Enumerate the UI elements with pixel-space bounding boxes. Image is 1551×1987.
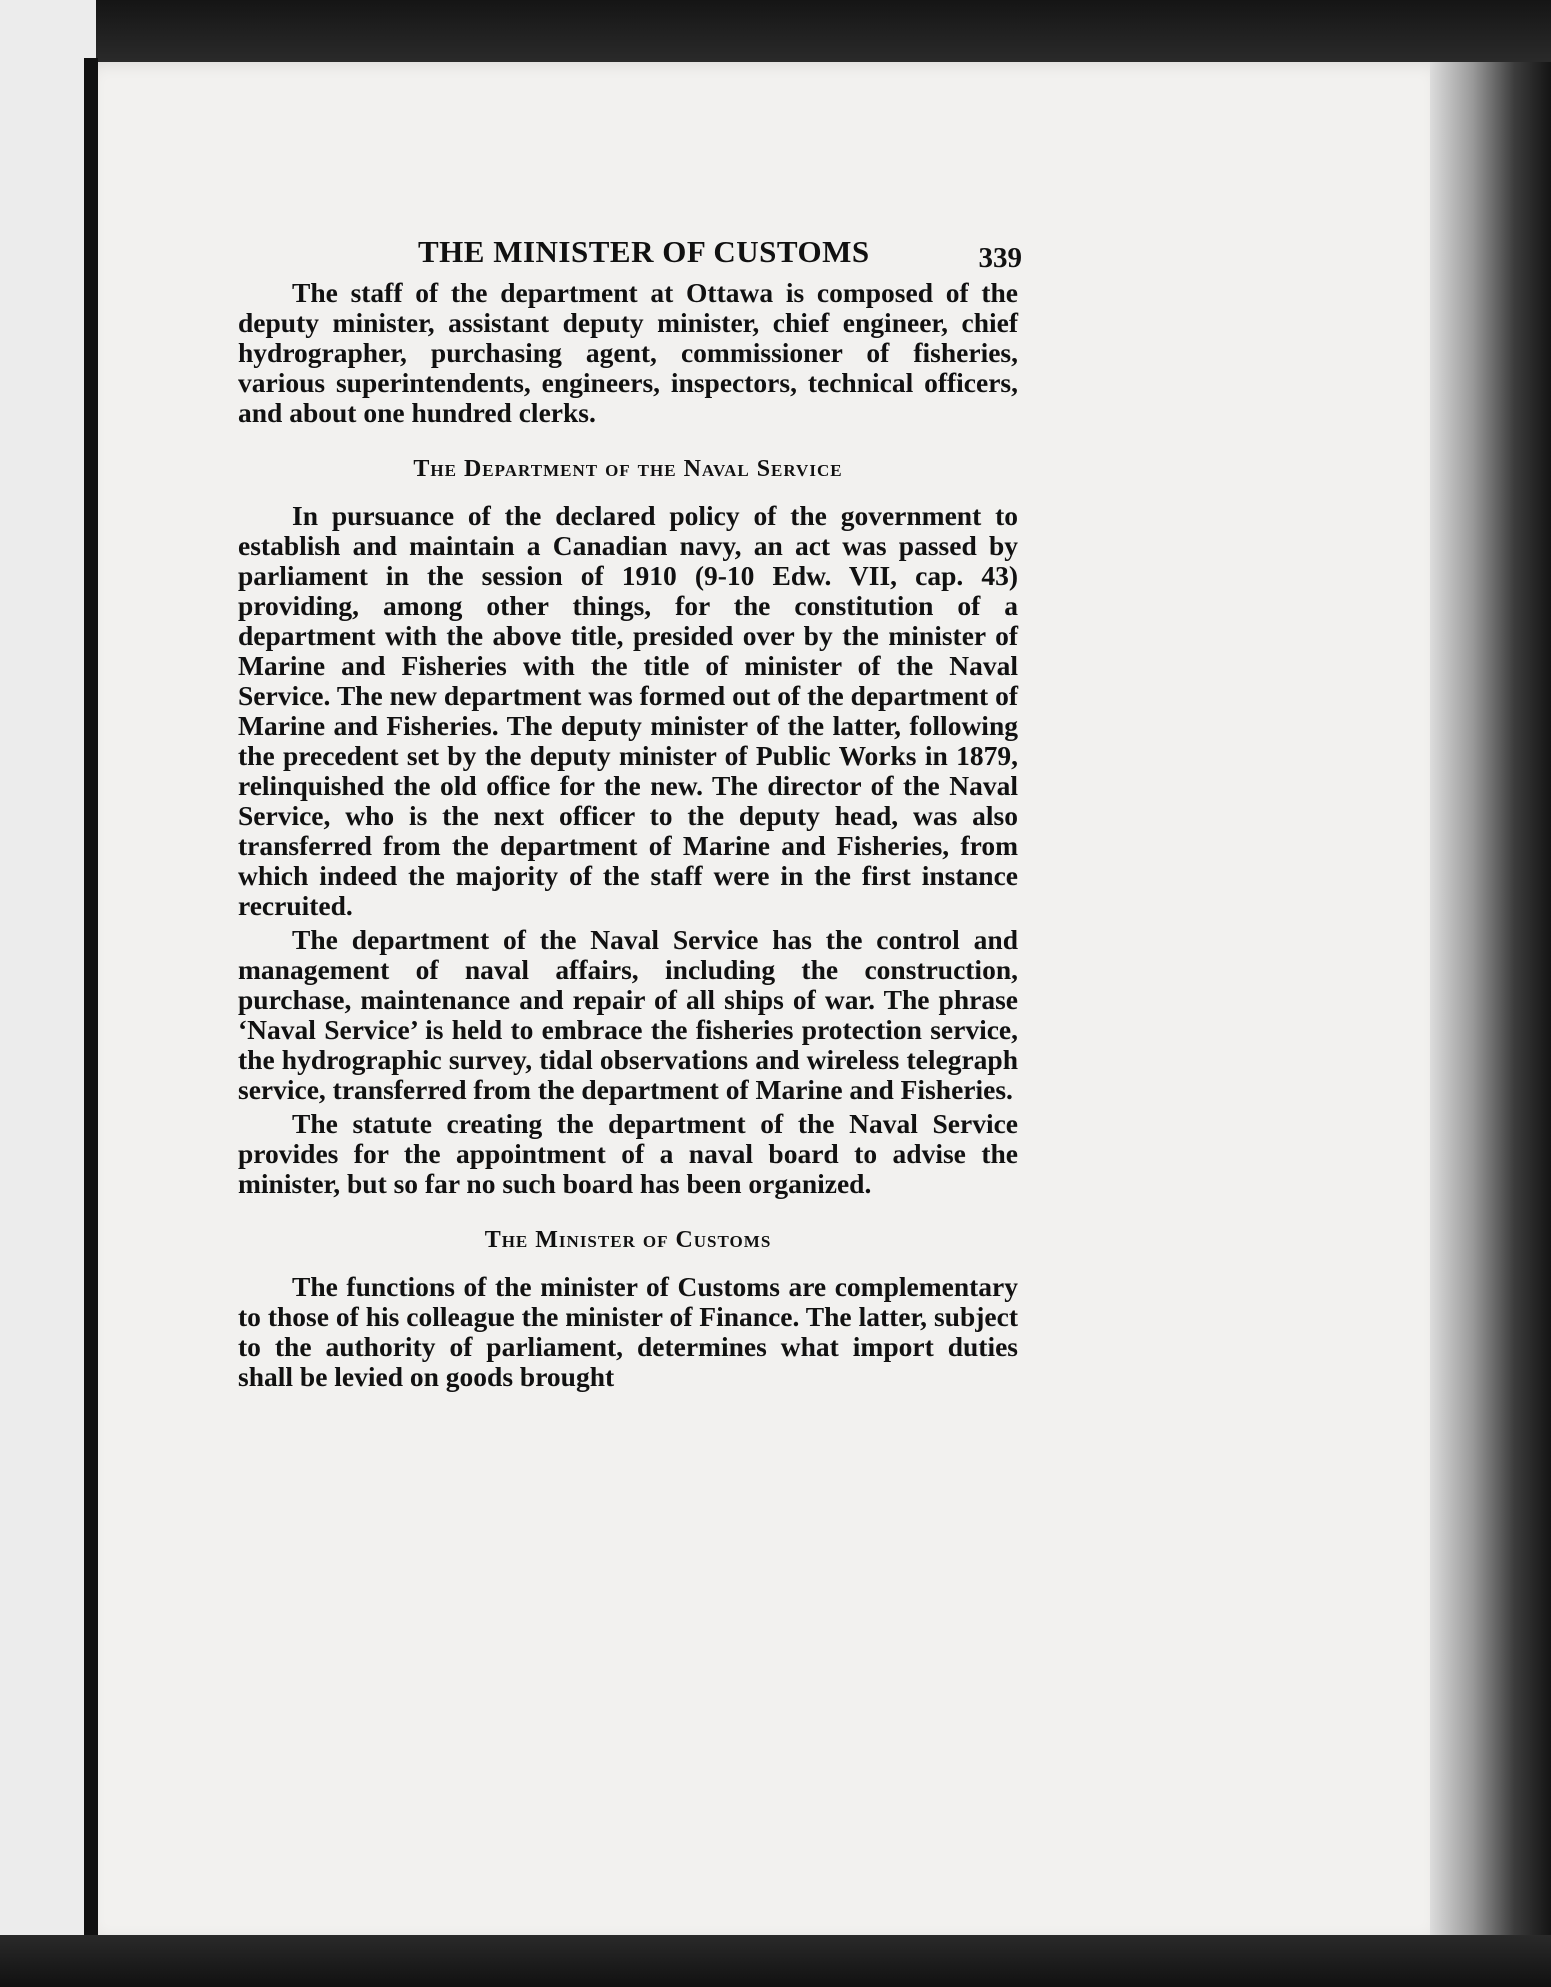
paragraph-naval-board: The statute creating the department of the Naval Service provides for the appointment of a naval board to advise the minister, but so far no such board has been organized.: [238, 1108, 1018, 1199]
section-heading-naval-service: The Department of the Naval Service: [413, 456, 843, 482]
scanner-frame-top: [0, 0, 1551, 62]
section-heading-minister-of-customs: The Minister of Customs: [484, 1227, 772, 1253]
scanner-frame-bottom: [0, 1935, 1551, 1987]
paragraph-naval-act: In pursuance of the declared policy of the government to establish and maintain a Canadian navy, an act was passed by parliament in the session of 1910 (9-10 Edw. VII, cap. 43) providing, among other things, for the constitution of a department with the above title, presided over by the minister of Marine and Fisheries with the title of minister of the Naval Service. The new department was formed out of the department of Marine and Fisheries. The deputy minister of the latter, following the precedent set by the deputy minister of Public Works in 1879, relinquished the old office for the new. The director of the Naval Service, who is the next officer to the deputy head, was also transferred from the department of Marine and Fisheries, from which indeed the majority of the staff were in the first instance recruited.: [238, 500, 1018, 921]
paragraph-naval-control: The department of the Naval Service has the control and management of naval affairs, including the construction, purchase, maintenance and repair of all ships of war. The phrase ‘Naval Service’ is held to embrace the fisheries protection service, the hydrographic survey, tidal observations and wireless telegraph service, transferred from the department of Marine and Fisheries.: [238, 924, 1018, 1105]
running-head-title: THE MINISTER OF CUSTOMS: [418, 234, 870, 269]
paragraph-staff: The staff of the department at Ottawa is composed of the deputy minister, assistant deputy minister, chief engineer, chief hydrographer, purchasing agent, commissioner of fisheries, various superintendents, engineers, inspectors, technical officers, and about one hundred clerks.: [238, 277, 1018, 428]
running-head: [238, 230, 1022, 278]
facing-page-edge: [84, 58, 98, 1958]
page-edge-shadow: [1430, 62, 1551, 1942]
scanner-frame-left: [0, 0, 96, 1987]
paragraph-customs-functions: The functions of the minister of Customs are complementary to those of his colleague the minister of Finance. The latter, subject to the authority of parliament, determines what import duties shall be levied on goods brought: [238, 1271, 1018, 1392]
page-number: 339: [978, 242, 1022, 274]
page-text-block: [238, 230, 1022, 1392]
